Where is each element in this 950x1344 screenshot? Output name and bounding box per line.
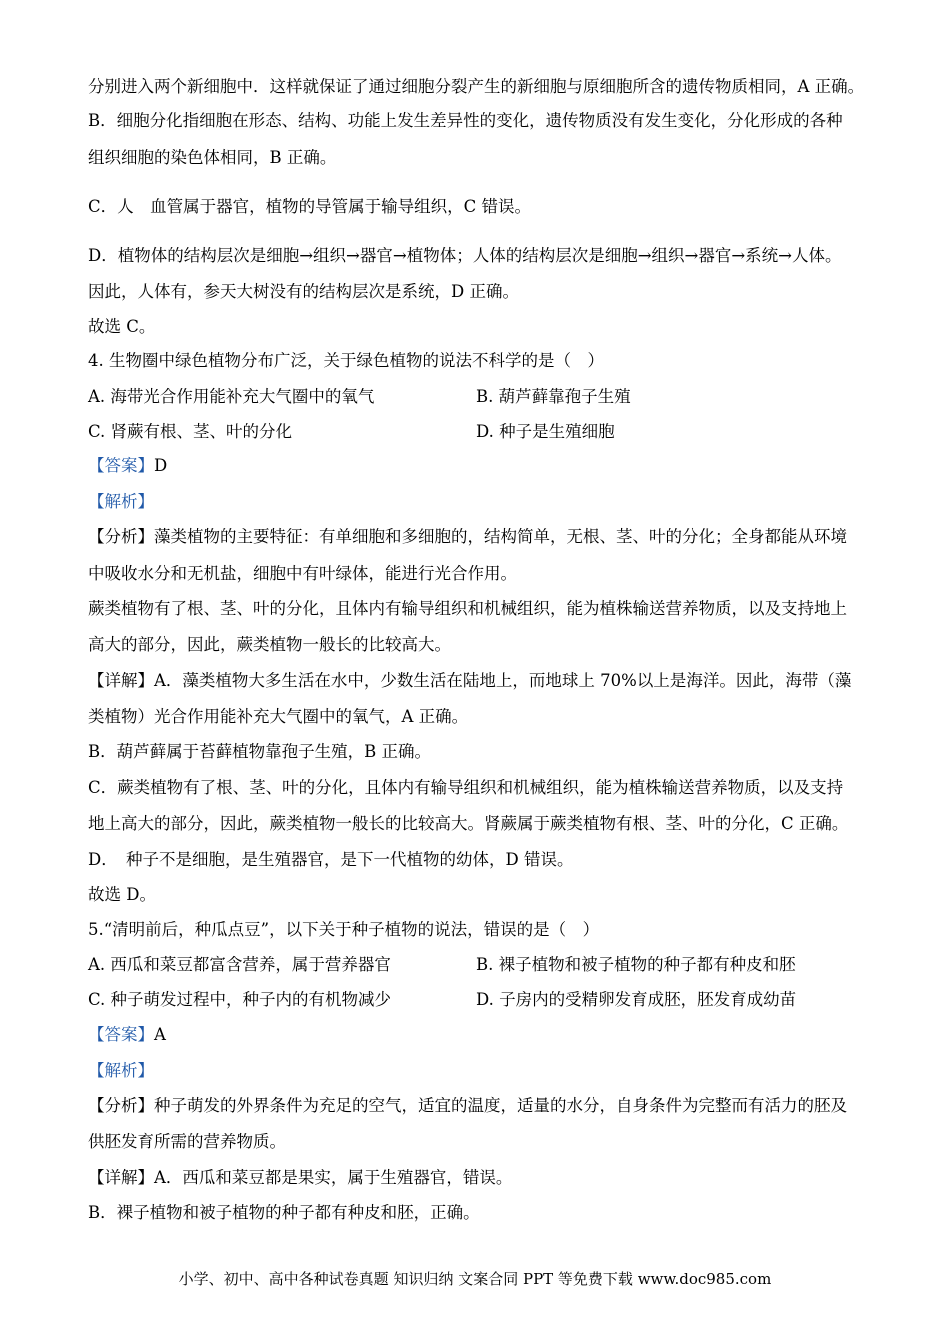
q4-option-c: C. 肾蕨有根、茎、叶的分化 xyxy=(88,422,293,441)
q4-xiangjie-5: 地上高大的部分，因此，蕨类植物一般长的比较高大。肾蕨属于蕨类植物有根、茎、叶的分化，C 正确。 xyxy=(88,814,849,833)
q5-option-c: C. 种子萌发过程中，种子内的有机物减少 xyxy=(88,990,392,1009)
text-line: B．细胞分化指细胞在形态、结构、功能上发生差异性的变化，遗传物质没有发生变化，分化形成的各种 xyxy=(88,111,843,130)
q5-xiangjie-2: B．裸子植物和被子植物的种子都有种皮和胚，正确。 xyxy=(88,1203,480,1222)
fenxi-text: 种子萌发的外界条件为充足的空气，适宜的温度，适量的水分，自身条件为完整而有活力的胚及 xyxy=(154,1096,847,1115)
q5-fenxi-1 xyxy=(88,1095,847,1117)
q4-xiangjie-6: D． 种子不是细胞，是生殖器官，是下一代植物的幼体，D 错误。 xyxy=(88,850,574,869)
q4-fenxi-2: 中吸收水分和无机盐，细胞中有叶绿体，能进行光合作用。 xyxy=(88,564,517,583)
text-line: 故选 C。 xyxy=(88,317,156,336)
fenxi-text: 藻类植物的主要特征：有单细胞和多细胞的，结构简单，无根、茎、叶的分化；全身都能从环境 xyxy=(154,527,847,546)
q4-xiangjie-1 xyxy=(88,670,851,692)
q4-option-b: B. 葫芦藓靠孢子生殖 xyxy=(476,387,631,406)
q4-option-a: A. 海带光合作用能补充大气圈中的氧气 xyxy=(88,387,375,406)
q4-analysis-tag: 【解析】 xyxy=(88,492,154,511)
xiangjie-tag: 【详解】 xyxy=(88,1168,154,1187)
q5-option-a: A. 西瓜和菜豆都富含营养，属于营养器官 xyxy=(88,955,391,974)
q5-analysis-tag: 【解析】 xyxy=(88,1061,154,1080)
text-line: 分别进入两个新细胞中．这样就保证了通过细胞分裂产生的新细胞与原细胞所含的遗传物质相同，A 正确。 xyxy=(88,77,865,96)
q4-xiangjie-2: 类植物）光合作用能补充大气圈中的氧气，A 正确。 xyxy=(88,707,469,726)
q4-option-d: D. 种子是生殖细胞 xyxy=(476,422,615,441)
q4-fenxi-3: 蕨类植物有了根、茎、叶的分化，且体内有输导组织和机械组织，能为植株输送营养物质，以及支持地上 xyxy=(88,599,847,618)
q5-option-d: D. 子房内的受精卵发育成胚，胚发育成幼苗 xyxy=(476,990,797,1009)
q4-xiangjie-4: C．蕨类植物有了根、茎、叶的分化，且体内有输导组织和机械组织，能为植株输送营养物质，以及支持 xyxy=(88,778,844,797)
q4-fenxi-1 xyxy=(88,526,847,548)
answer-tag: 【答案】 xyxy=(88,456,154,475)
q4-xiangjie-3: B．葫芦藓属于苔藓植物靠孢子生殖，B 正确。 xyxy=(88,742,431,761)
text-line: C．人 血管属于器官，植物的导管属于输导组织，C 错误。 xyxy=(88,197,531,216)
q4-fenxi-4: 高大的部分，因此，蕨类植物一般长的比较高大。 xyxy=(88,635,451,654)
xiangjie-text: A．藻类植物大多生活在水中，少数生活在陆地上，而地球上 70%以上是海洋。因此，海带（藻 xyxy=(154,671,852,690)
q5-answer xyxy=(88,1024,166,1046)
q5-option-b: B. 裸子植物和被子植物的种子都有种皮和胚 xyxy=(476,955,796,974)
q4-answer xyxy=(88,455,167,477)
q4-xiangjie-7: 故选 D。 xyxy=(88,885,156,904)
text-line: 组织细胞的染色体相同，B 正确。 xyxy=(88,148,337,167)
xiangjie-tag: 【详解】 xyxy=(88,671,154,690)
answer-tag: 【答案】 xyxy=(88,1025,154,1044)
text-line: 因此，人体有，参天大树没有的结构层次是系统，D 正确。 xyxy=(88,282,519,301)
page-footer: 小学、初中、高中各种试卷真题 知识归纳 文案合同 PPT 等免费下载 www.doc985.com xyxy=(178,1270,772,1288)
answer-value: A xyxy=(154,1025,166,1044)
question-4-stem: 4. 生物圈中绿色植物分布广泛，关于绿色植物的说法不科学的是（ ） xyxy=(88,351,604,370)
q5-xiangjie-1 xyxy=(88,1167,512,1189)
fenxi-tag: 【分析】 xyxy=(88,527,154,546)
text-line: D．植物体的结构层次是细胞→组织→器官→植物体；人体的结构层次是细胞→组织→器官→系统→人体。 xyxy=(88,246,842,265)
answer-value: D xyxy=(154,456,168,475)
fenxi-tag: 【分析】 xyxy=(88,1096,154,1115)
q5-fenxi-2: 供胚发育所需的营养物质。 xyxy=(88,1132,286,1151)
xiangjie-text: A．西瓜和菜豆都是果实，属于生殖器官，错误。 xyxy=(154,1168,513,1187)
question-5-stem: 5.“清明前后，种瓜点豆”，以下关于种子植物的说法，错误的是（ ） xyxy=(88,920,600,939)
